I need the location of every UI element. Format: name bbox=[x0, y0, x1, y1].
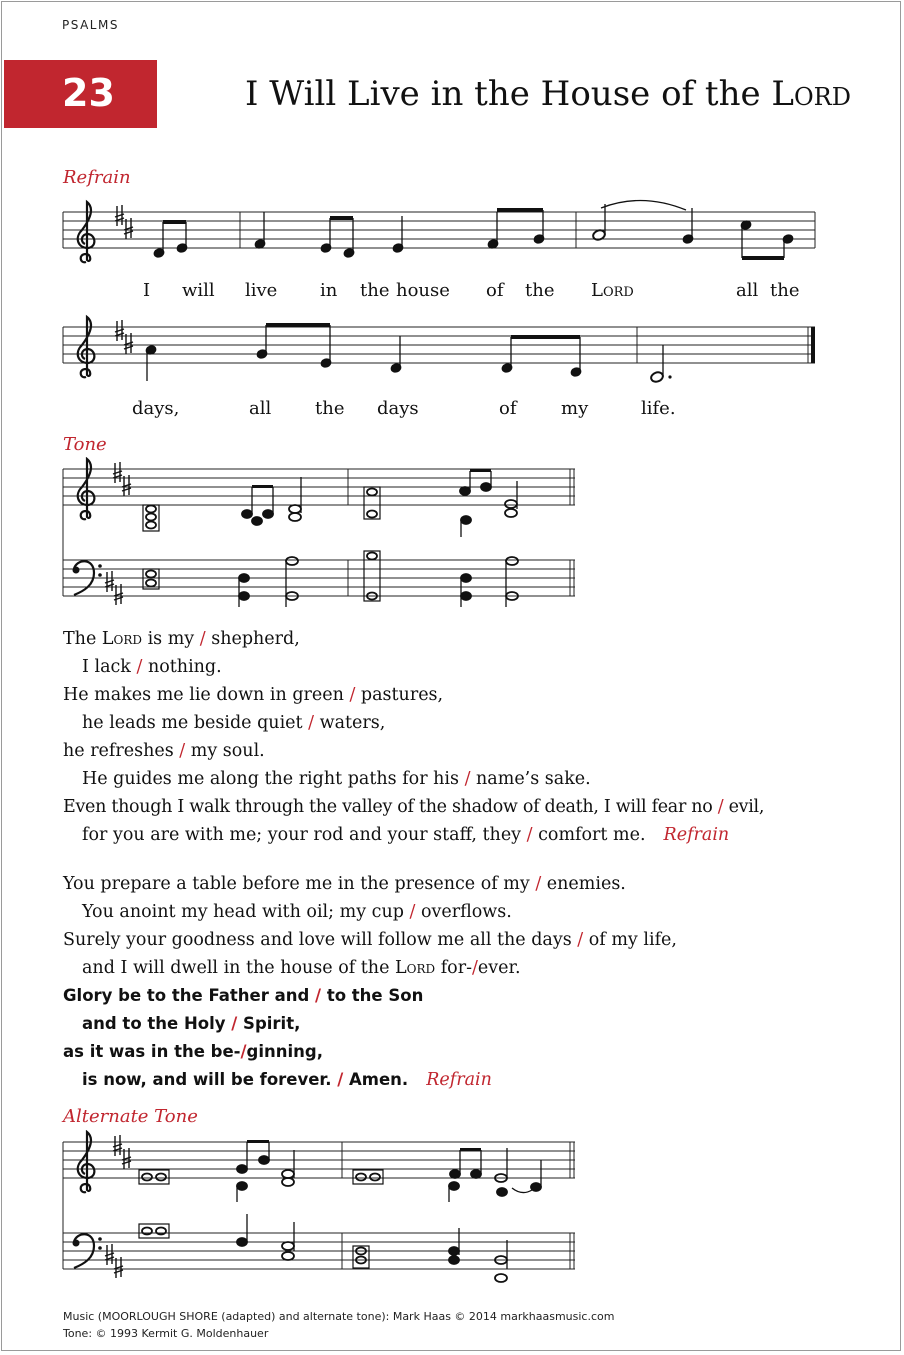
lyric-syllable: days, bbox=[132, 398, 180, 419]
psalm-line: He makes me lie down in green / pastures, bbox=[63, 685, 444, 705]
psalm-line: for you are with me; your rod and your staff, they / comfort me. Refrain bbox=[82, 825, 730, 845]
doxology-line: is now, and will be forever. / Amen. Refrain bbox=[82, 1070, 492, 1090]
alternate-tone-label: Alternate Tone bbox=[63, 1106, 198, 1127]
psalm-line: he leads me beside quiet / waters, bbox=[82, 713, 386, 733]
lyric-syllable: the bbox=[525, 280, 555, 301]
alternate-tone-notes bbox=[139, 1140, 541, 1282]
lyric-syllable: days bbox=[377, 398, 419, 419]
psalm-number-box bbox=[4, 60, 157, 128]
psalm-text bbox=[63, 625, 863, 1094]
tone-credit: Tone: © 1993 Kermit G. Moldenhauer bbox=[63, 1327, 269, 1340]
lyric-syllable: I bbox=[143, 280, 151, 301]
alternate-tone-grand-staff bbox=[2, 1130, 902, 1290]
refrain-cue: Refrain bbox=[426, 1070, 492, 1090]
psalm-line: Surely your goodness and love will follow me all the days / of my life, bbox=[63, 930, 677, 950]
tone-label: Tone bbox=[63, 434, 107, 455]
section-label: PSALMS bbox=[62, 18, 119, 32]
lyric-syllable: Lord bbox=[591, 280, 634, 301]
treble-clef-icon bbox=[78, 202, 95, 262]
lyric-syllable: all bbox=[736, 280, 759, 301]
psalm-number: 23 bbox=[62, 71, 115, 115]
lyric-syllable: house bbox=[396, 280, 450, 301]
psalm-line: You prepare a table before me in the presence of my / enemies. bbox=[63, 874, 626, 894]
key-signature-icon bbox=[115, 205, 133, 239]
psalm-line: and I will dwell in the house of the Lord for-/ever. bbox=[82, 958, 521, 978]
lyric-syllable: the bbox=[315, 398, 345, 419]
psalm-line: he refreshes / my soul. bbox=[63, 741, 265, 761]
key-signature-icon bbox=[105, 1135, 131, 1278]
lyric-syllable: in bbox=[320, 280, 338, 301]
music-credit: Music (MOORLOUGH SHORE (adapted) and alternate tone): Mark Haas © 2014 markhaasmusic.com bbox=[63, 1310, 615, 1323]
doxology-line: and to the Holy / Spirit, bbox=[82, 1014, 301, 1033]
refrain-staff-2 bbox=[2, 307, 902, 407]
lyric-syllable: live bbox=[245, 280, 278, 301]
credits bbox=[63, 1308, 614, 1342]
refrain-notes-2 bbox=[145, 323, 672, 383]
psalm-line: You anoint my head with oil; my cup / overflows. bbox=[82, 902, 512, 922]
treble-clef-icon bbox=[78, 1132, 95, 1192]
lyric-syllable: all bbox=[249, 398, 272, 419]
tone-grand-staff bbox=[2, 457, 902, 617]
refrain-label: Refrain bbox=[63, 167, 131, 188]
treble-clef-icon bbox=[78, 459, 95, 519]
key-signature-icon bbox=[115, 320, 133, 354]
treble-clef-icon bbox=[78, 317, 95, 377]
psalm-line: He guides me along the right paths for his / name’s sake. bbox=[82, 769, 591, 789]
psalm-line: Even though I walk through the valley of the shadow of death, I will fear no / evil, bbox=[63, 797, 765, 817]
refrain-cue: Refrain bbox=[663, 825, 730, 845]
psalm-line: The Lord is my / shepherd, bbox=[63, 629, 300, 649]
refrain-staff-1 bbox=[2, 192, 902, 292]
lyric-syllable: of bbox=[486, 280, 504, 301]
hymn-page bbox=[1, 1, 901, 1351]
lyric-syllable: life. bbox=[641, 398, 676, 419]
lyric-syllable: of bbox=[499, 398, 517, 419]
lyric-syllable: will bbox=[182, 280, 215, 301]
tone-notes bbox=[143, 469, 518, 607]
hymn-title: I Will Live in the House of the Lord bbox=[245, 74, 851, 114]
psalm-line: I lack / nothing. bbox=[82, 657, 222, 677]
lyric-syllable: the bbox=[770, 280, 800, 301]
lyric-syllable: my bbox=[561, 398, 589, 419]
doxology-line: Glory be to the Father and / to the Son bbox=[63, 986, 424, 1005]
lyric-syllable: the bbox=[360, 280, 390, 301]
doxology-line: as it was in the be-/ginning, bbox=[63, 1042, 323, 1061]
key-signature-icon bbox=[105, 462, 131, 605]
